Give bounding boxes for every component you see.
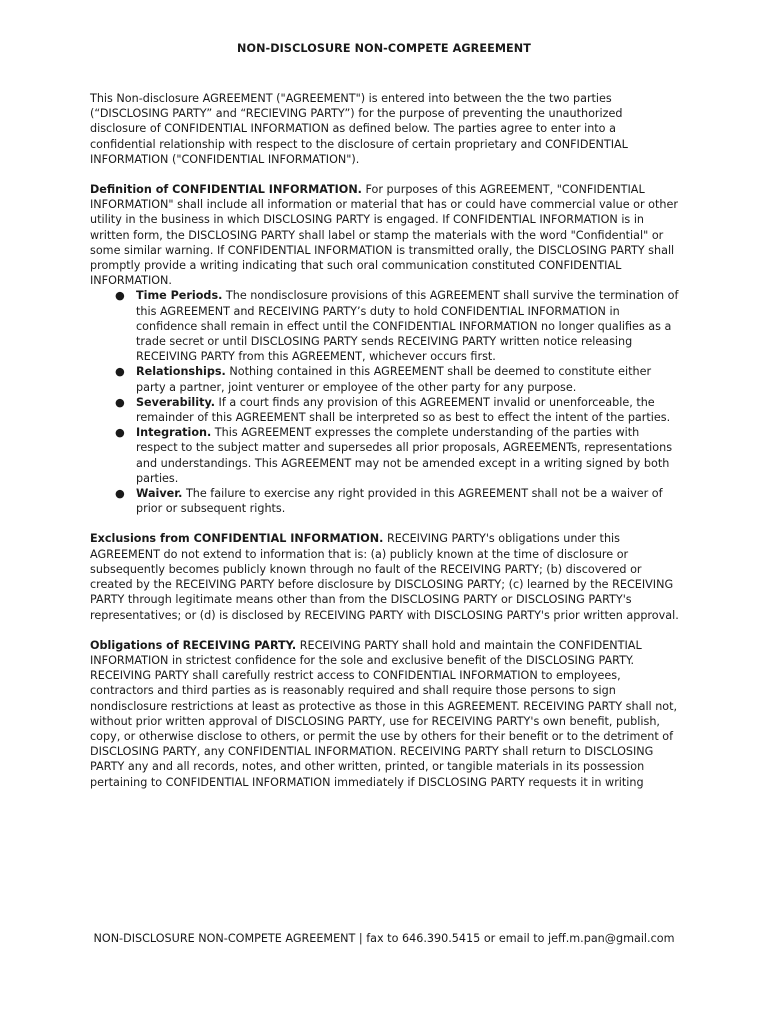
exclusions-paragraph (90, 531, 680, 622)
bullet-icon: ● (115, 289, 125, 303)
list-item-heading: Waiver. (136, 487, 183, 501)
list-item-time-periods (90, 288, 680, 364)
list-item-text: The failure to exercise any right provided in this AGREEMENT shall not be a waiver of prior or subsequent rights. (136, 487, 663, 516)
obligations-heading: Obligations of RECEIVING PARTY. (90, 638, 297, 652)
bullet-icon: ● (115, 487, 125, 501)
obligations-paragraph (90, 638, 680, 790)
exclusions-heading: Exclusions from CONFIDENTIAL INFORMATION. (90, 532, 384, 546)
list-item-text: If a court finds any provision of this AGREEMENT invalid or unenforceable, the remainder of this AGREEMENT shall be interpreted so as best to effect the intent of the parties. (136, 395, 671, 425)
page-footer: NON-DISCLOSURE NON-COMPETE AGREEMENT | fax to 646.390.5415 or email to jeff.m.pan@gmail.com (93, 932, 675, 945)
list-item-heading: Severability. (136, 395, 215, 409)
bullet-icon: ● (115, 426, 125, 440)
document-body (90, 91, 680, 790)
provisions-list (90, 288, 680, 516)
list-item-heading: Relationships. (136, 365, 226, 379)
definition-heading: Definition of CONFIDENTIAL INFORMATION. (90, 183, 362, 197)
list-item-severability (90, 395, 680, 425)
bullet-icon: ● (115, 395, 125, 409)
list-item-heading: Integration. (136, 426, 212, 440)
list-item-integration (90, 425, 680, 486)
definition-paragraph (90, 182, 680, 288)
document-title: NON-DISCLOSURE NON-COMPETE AGREEMENT (237, 42, 531, 55)
definition-text: For purposes of this AGREEMENT, "CONFIDENTIAL INFORMATION" shall include all information or material that has or could have commercial value or other utility in the business in which DISCLOSING PARTY is engaged. If CONFIDENTIAL INFORMATION is in written form, the DISCLOSING PARTY shall label or stamp the materials with the word "Confidential" or some similar warning. If CONFIDENTIAL INFORMATION is transmitted orally, the DISCLOSING PARTY shall promptly provide a writing indicating that such oral communication constituted CONFIDENTIAL INFORMATION. (90, 183, 678, 288)
list-item-text: Nothing contained in this AGREEMENT shall be deemed to constitute either party a partner, joint venturer or employee of the other party for any purpose. (136, 365, 652, 394)
exclusions-text: RECEIVING PARTY's obligations under this AGREEMENT do not extend to information that is: (a) publicly known at the time of disclosure or subsequently becomes publicly known through no fault of the RECEIVING PARTY; (b) discovered or created by the RECEIVING PARTY before disclosure by DISCLOSING PARTY; (c) learned by the RECEIVING PARTY through legitimate means other than from the DISCLOSING PARTY or DISCLOSING PARTY's representatives; or (d) is disclosed by RECEIVING PARTY with DISCLOSING PARTY's prior written approval. (90, 532, 679, 622)
intro-paragraph: This Non-disclosure AGREEMENT ("AGREEMENT") is entered into between the the two parties (“DISCLOSING PARTY” and “RECIEVING PARTY”) for the purpose of preventing the unauthorized disclosure of CONFIDENTIAL INFORMATION as defined below. The parties agree to enter into a confidential relationship with respect to the disclosure of certain proprietary and CONFIDENTIAL INFORMATION ("CONFIDENTIAL INFORMATION"). (90, 92, 628, 166)
obligations-text: RECEIVING PARTY shall hold and maintain the CONFIDENTIAL INFORMATION in strictest confidence for the sole and exclusive benefit of the DISCLOSING PARTY. RECEIVING PARTY shall carefully restrict access to CONFIDENTIAL INFORMATION to employees, contractors and third parties as is reasonably required and shall require those persons to sign nondisclosure restrictions at least as protective as those in this AGREEMENT. RECEIVING PARTY shall not, without prior written approval of DISCLOSING PARTY, use for RECEIVING PARTY's own benefit, publish, copy, or otherwise disclose to others, or permit the use by others for their benefit or to the detriment of DISCLOSING PARTY, any CONFIDENTIAL INFORMATION. RECEIVING PARTY shall return to DISCLOSING PARTY any and all records, notes, and other written, printed, or tangible materials in its possession pertaining to CONFIDENTIAL INFORMATION immediately if DISCLOSING PARTY requests it in writing (90, 638, 678, 789)
list-item-text: This AGREEMENT expresses the complete understanding of the parties with respect to the subject matter and supersedes all prior proposals, AGREEMENTs, representations and understandings. This AGREEMENT may not be amended except in a writing signed by both parties. (136, 426, 673, 485)
list-item-relationships (90, 364, 680, 394)
list-item-heading: Time Periods. (136, 289, 223, 303)
list-item-text: The nondisclosure provisions of this AGREEMENT shall survive the termination of this AGREEMENT and RECEIVING PARTY’s duty to hold CONFIDENTIAL INFORMATION in confidence shall remain in effect until the CONFIDENTIAL INFORMATION no longer qualifies as a trade secret or until DISCLOSING PARTY sends RECEIVING PARTY written notice releasing RECEIVING PARTY from this AGREEMENT, whichever occurs first. (136, 289, 679, 364)
bullet-icon: ● (115, 365, 125, 379)
list-item-waiver (90, 486, 680, 516)
